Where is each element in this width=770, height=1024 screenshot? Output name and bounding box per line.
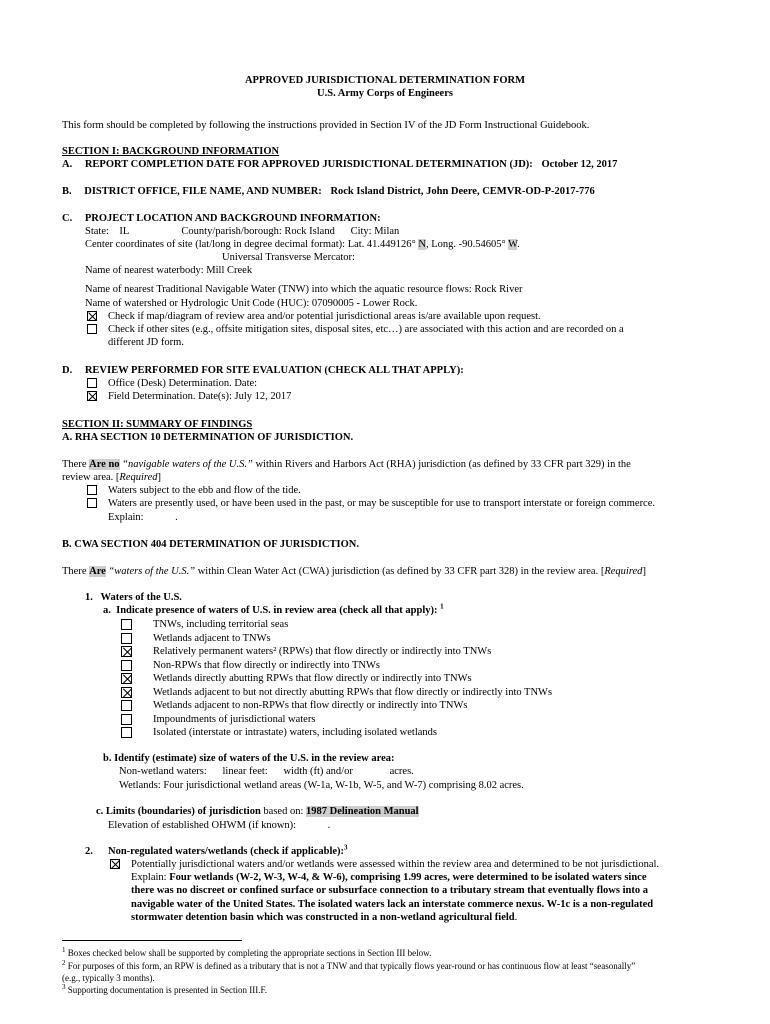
rha-statement	[62, 458, 631, 471]
rha-line2-end: ]	[157, 472, 162, 483]
explain-line2: there was no discreet or confined surface or subsurface connection to a tributary stream that eventually flows into a	[131, 885, 648, 896]
b-text: DISTRICT OFFICE, FILE NAME, AND NUMBER:	[84, 186, 322, 197]
size-wetlands: Wetlands: Four jurisdictional wetland areas (W-1a, W-1b, W-5, and W-7) comprising 8.02 acres.	[119, 780, 524, 791]
waters-item-label: TNWs, including territorial seas	[153, 619, 289, 630]
coords-n: N	[418, 239, 426, 250]
cwa-there: There	[62, 566, 87, 577]
office-determination-checkbox[interactable]	[87, 378, 97, 388]
waters-presence-sup: 1	[440, 602, 444, 611]
office-determination-label: Office (Desk) Determination. Date:	[108, 378, 258, 389]
coords-end: .	[517, 239, 520, 250]
cwa-required: Required	[604, 566, 643, 577]
huc-line: Name of watershed or Hydrologic Unit Code (HUC): 07090005 - Lower Rock.	[85, 298, 418, 309]
explain-l4: stormwater detention basin which was constructed in a non-wetland agricultural field	[131, 912, 515, 923]
a-text: REPORT COMPLETION DATE FOR APPROVED JURISDICTIONAL DETERMINATION (JD):	[84, 159, 533, 170]
coords-line	[85, 238, 520, 251]
fn3-num: 3	[62, 983, 66, 991]
tidal-checkbox[interactable]	[87, 485, 97, 495]
map-checkbox[interactable]	[87, 311, 97, 321]
c-label: C.	[62, 213, 73, 224]
nonregulated-check-label: Potentially jurisdictional waters and/or wetlands were assessed within the review area and determined to be not jurisdictional.	[131, 859, 660, 870]
rha-rest: within Rivers and Harbors Act (RHA) jurisdiction (as defined by 33 CFR part 329) in the	[255, 459, 631, 470]
size-nonwetland: Non-wetland waters: linear feet: width (ft) and/or acres.	[119, 766, 414, 777]
section1-b	[62, 185, 595, 198]
other-sites-checkbox[interactable]	[87, 324, 97, 334]
coords-w: W	[508, 239, 518, 250]
waters-checkbox[interactable]	[121, 687, 132, 698]
fn1-num: 1	[62, 946, 66, 954]
waterbody-line: Name of nearest waterbody: Mill Creek	[85, 265, 253, 276]
waters-checkbox[interactable]	[121, 646, 132, 657]
explain-line1	[131, 871, 647, 884]
waters-checkbox[interactable]	[121, 633, 132, 644]
waters-checkbox[interactable]	[121, 700, 132, 711]
map-check-label: Check if map/diagram of review area and/or potential jurisdictional areas is/are available upon request.	[108, 311, 541, 322]
explain-prefix: Explain:	[131, 872, 167, 883]
rha-italic: “navigable waters of the U.S.”	[122, 459, 253, 470]
section1-heading: SECTION I: BACKGROUND INFORMATION	[62, 146, 280, 157]
d-label: D.	[62, 365, 73, 376]
d-text: REVIEW PERFORMED FOR SITE EVALUATION (CHECK ALL THAT APPLY):	[84, 365, 464, 376]
nonregulated-checkbox[interactable]	[110, 859, 120, 869]
coords-lat: Center coordinates of site (lat/long in degree decimal format): Lat. 41.449126°	[85, 239, 416, 250]
nonregulated-text: Non-regulated waters/wetlands (check if applicable):	[108, 846, 345, 857]
cwa-end: ]	[642, 566, 646, 577]
form-subtitle: U.S. Army Corps of Engineers	[317, 88, 453, 99]
waters-item-label: Wetlands adjacent to but not directly abutting RPWs that flow directly or indirectly into TNWs	[153, 687, 553, 698]
tnw-line: Name of nearest Traditional Navigable Water (TNW) into which the aquatic resource flows: Rock River	[85, 284, 523, 295]
waters-checkbox[interactable]	[121, 673, 132, 684]
rha-statement-line2	[62, 471, 161, 484]
waters-checkbox[interactable]	[121, 714, 132, 725]
cwa-rest: within Clean Water Act (CWA) jurisdiction (as defined by 33 CFR part 328) in the review area. [	[197, 566, 605, 577]
nonregulated-label-num: 2.	[85, 846, 93, 857]
section1-c	[62, 212, 381, 225]
waters-checkbox[interactable]	[121, 727, 132, 738]
limits-label: c. Limits (boundaries) of jurisdiction	[96, 806, 261, 817]
rha-line2: review area. [	[62, 472, 120, 483]
utm-line: Universal Transverse Mercator:	[222, 252, 355, 263]
cwa-selection[interactable]: Are	[89, 566, 106, 577]
nonregulated-heading	[108, 845, 348, 858]
other-sites-label-cont: different JD form.	[108, 337, 184, 348]
fn2-num: 2	[62, 959, 66, 967]
commerce-checkbox[interactable]	[87, 498, 97, 508]
limits-line	[96, 805, 419, 818]
waters-item-label: Isolated (interstate or intrastate) waters, including isolated wetlands	[153, 727, 437, 738]
footnote-divider	[62, 940, 242, 941]
cwa-statement	[62, 565, 646, 578]
waters-item-label: Wetlands adjacent to non-RPWs that flow directly or indirectly into TNWs	[153, 700, 468, 711]
waters-checkbox[interactable]	[121, 660, 132, 671]
explain-line3: navigable water of the United States. The isolated waters lack an interstate commerce nexus. W-1c is a non-regulated	[131, 899, 654, 910]
waters-item-label: Non-RPWs that flow directly or indirectly into TNWs	[153, 660, 380, 671]
waters-presence-heading	[103, 604, 444, 617]
a-label: A.	[62, 159, 73, 170]
rha-selection[interactable]: Are no	[89, 459, 120, 470]
rha-explain: Explain: .	[108, 512, 178, 523]
explain-line4	[131, 911, 517, 924]
section1-a	[62, 158, 617, 171]
waters-item-label: Relatively permanent waters² (RPWs) that flow directly or indirectly into TNWs	[153, 646, 492, 657]
explain-end: .	[514, 912, 518, 923]
form-title: APPROVED JURISDICTIONAL DETERMINATION FORM	[244, 75, 526, 86]
size-heading: b. Identify (estimate) size of waters of the U.S. in the review area:	[103, 753, 395, 764]
field-determination-label: Field Determination. Date(s): July 12, 2017	[108, 391, 292, 402]
waters-item-label: Wetlands adjacent to TNWs	[153, 633, 271, 644]
section2-heading: SECTION II: SUMMARY OF FINDINGS	[62, 419, 253, 430]
c-text: PROJECT LOCATION AND BACKGROUND INFORMATION:	[84, 213, 381, 224]
fn2-text: For purposes of this form, an RPW is defined as a tributary that is not a TNW and that typically flows year-round or has continuous flow at least “seasonally”	[67, 961, 636, 971]
footnote-2-cont: (e.g., typically 3 months).	[62, 973, 155, 983]
footnote-2	[62, 961, 635, 972]
fn3-text: Supporting documentation is presented in Section III.F.	[67, 985, 267, 995]
explain-l1: Four wetlands (W-2, W-3, W-4, & W-6), comprising 1.99 acres, were determined to be isolated waters since	[169, 872, 647, 883]
fn1-text: Boxes checked below shall be supported by completing the appropriate sections in Section III below.	[67, 948, 432, 958]
rha-required: Required	[119, 472, 158, 483]
waters-item-label: Impoundments of jurisdictional waters	[153, 714, 316, 725]
other-sites-label: Check if other sites (e.g., offsite mitigation sites, disposal sites, etc…) are associated with this action and are recorded on a	[108, 324, 624, 335]
nonregulated-sup: 3	[344, 843, 348, 852]
rha-there: There	[62, 459, 87, 470]
waters-heading: 1. Waters of the U.S.	[85, 592, 182, 603]
cwa-heading: B. CWA SECTION 404 DETERMINATION OF JURISDICTION.	[62, 539, 359, 550]
b-label: B.	[62, 186, 72, 197]
state-line: State: IL County/parish/borough: Rock Island City: Milan	[85, 226, 400, 237]
waters-item-label: Wetlands directly abutting RPWs that flow directly or indirectly into TNWs	[153, 673, 472, 684]
limits-value[interactable]: 1987 Delineation Manual	[306, 806, 419, 817]
limits-based: based on:	[263, 806, 304, 817]
waters-checkbox[interactable]	[121, 619, 132, 630]
b-value: Rock Island District, John Deere, CEMVR-OD-P-2017-776	[330, 186, 595, 197]
ohwm-line: Elevation of established OHWM (if known): .	[108, 820, 331, 831]
a-value: October 12, 2017	[541, 159, 618, 170]
coords-long: , Long. -90.54605°	[425, 239, 506, 250]
footnote-1	[62, 948, 431, 959]
waters-presence-label: a. Indicate presence of waters of U.S. in review area (check all that apply):	[103, 605, 438, 616]
rha-heading: A. RHA SECTION 10 DETERMINATION OF JURISDICTION.	[62, 432, 354, 443]
commerce-label: Waters are presently used, or have been used in the past, or may be susceptible for use to transport interstate or foreign commerce.	[108, 498, 656, 509]
footnote-3	[62, 985, 267, 996]
intro-text: This form should be completed by following the instructions provided in Section IV of the JD Form Instructional Guidebook.	[62, 120, 590, 131]
field-determination-checkbox[interactable]	[87, 391, 97, 401]
cwa-italic: “waters of the U.S.”	[108, 566, 196, 577]
section1-d	[62, 364, 464, 377]
tidal-label: Waters subject to the ebb and flow of the tide.	[108, 485, 301, 496]
